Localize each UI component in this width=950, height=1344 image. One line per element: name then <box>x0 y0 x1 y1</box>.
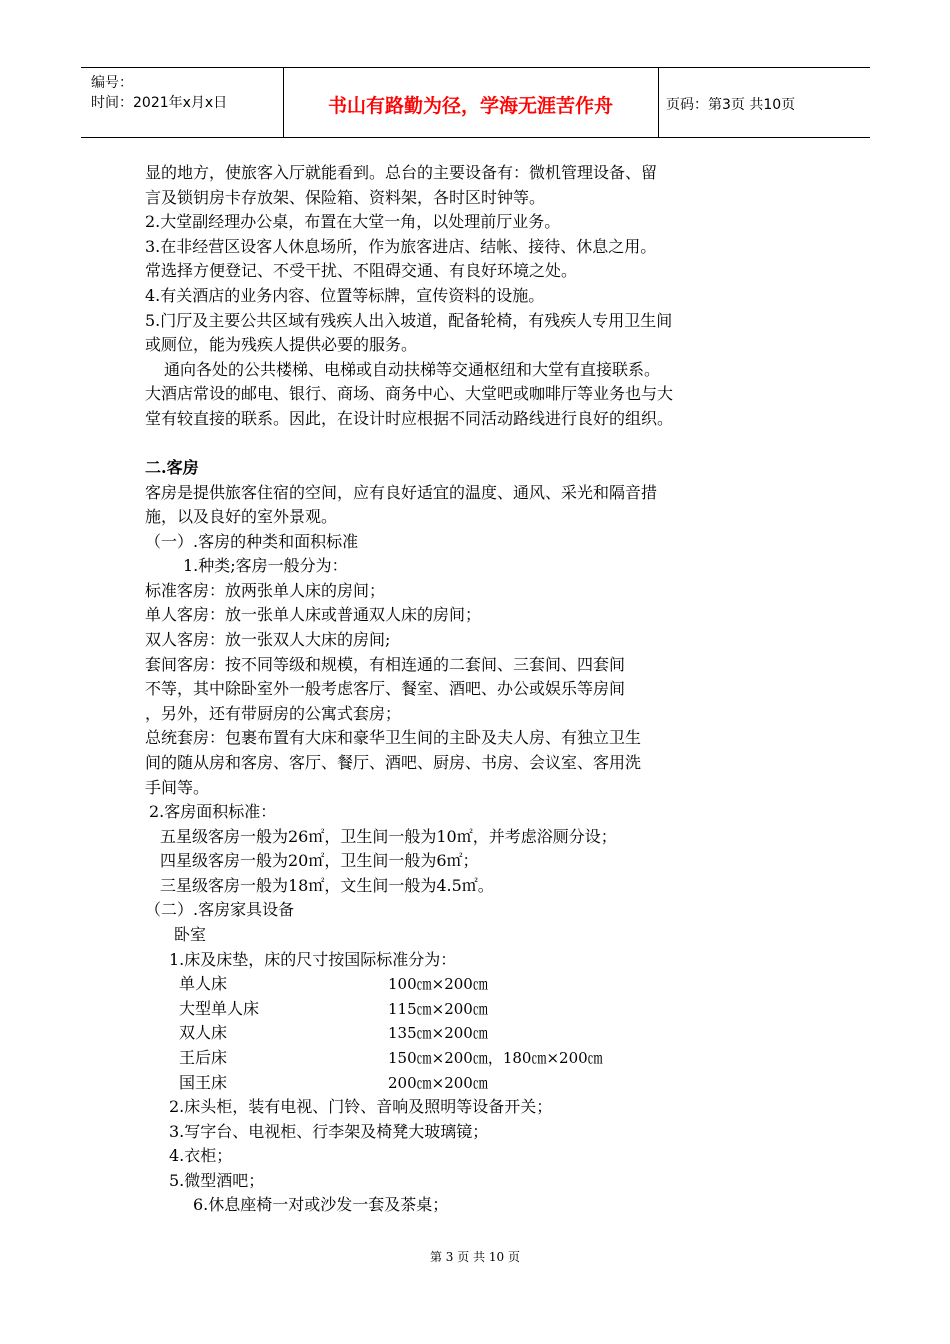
bed-type-size: 100㎝×200㎝ <box>388 975 488 993</box>
body-line: 大酒店常设的邮电、银行、商场、商务中心、大堂吧或咖啡厅等业务也与大 <box>145 384 674 403</box>
body-line: 客房是提供旅客住宿的空间，应有良好适宜的温度、通风、采光和隔音措 <box>145 483 658 502</box>
bed-type-size: 200㎝×200㎝ <box>388 1074 488 1092</box>
body-line: 6.休息座椅一对或沙发一套及茶桌； <box>193 1195 449 1214</box>
bed-type-name: 王后床 <box>179 1048 228 1067</box>
body-line: 单人客房：放一张单人床或普通双人床的房间； <box>145 605 482 624</box>
header-info-cell <box>81 68 284 137</box>
subsection-heading: （二）.客房家具设备 <box>145 900 295 919</box>
body-line: 言及锁钥房卡存放架、保险箱、资料架，各时区时钟等。 <box>145 188 546 207</box>
header-page-cell <box>658 68 870 137</box>
bed-type-name: 国王床 <box>179 1073 228 1092</box>
bed-type-name: 大型单人床 <box>179 999 260 1018</box>
body-line: 通向各处的公共楼梯、电梯或自动扶梯等交通枢纽和大堂有直接联系。 <box>164 360 661 379</box>
page-footer <box>0 1248 950 1265</box>
body-line: ，另外，还有带厨房的公寓式套房； <box>145 704 402 723</box>
header-motto: 书山有路勤为径，学海无涯苦作舟 <box>327 95 613 117</box>
footer-page-word: 第 <box>429 1250 442 1264</box>
body-line: 间的随从房和客房、客厅、餐厅、酒吧、厨房、书房、会议室、客用洗 <box>145 753 642 772</box>
body-line: 1.床及床垫，床的尺寸按国际标准分为： <box>169 950 457 969</box>
body-line: 堂有较直接的联系。因此，在设计时应根据不同活动路线进行良好的组织。 <box>145 409 674 428</box>
body-line: 四星级客房一般为20㎡，卫生间一般为6㎡； <box>160 851 479 870</box>
body-line: 或厕位，能为残疾人提供必要的服务。 <box>145 335 418 354</box>
body-line: 常选择方便登记、不受干扰、不阻碍交通、有良好环境之处。 <box>145 261 578 280</box>
body-line: 手间等。 <box>145 778 210 797</box>
document-time-label: 时间：2021年x月x日 <box>91 95 228 111</box>
body-line: 3.写字台、电视柜、行李架及椅凳大玻璃镜； <box>169 1122 489 1141</box>
bed-type-name: 单人床 <box>179 974 228 993</box>
page-header <box>81 67 870 138</box>
body-line: 1.种类;客房一般分为： <box>183 556 348 575</box>
section-heading: 二.客房 <box>145 458 199 477</box>
header-page-info: 页码：第3页 共10页 <box>666 97 796 113</box>
body-line: 5.微型酒吧； <box>169 1171 265 1190</box>
body-line: 双人客房：放一张双人大床的房间; <box>145 630 391 649</box>
footer-page-number: 3 <box>445 1250 454 1264</box>
header-motto-cell <box>283 68 659 137</box>
body-line: 标准客房：放两张单人床的房间； <box>145 581 386 600</box>
bed-type-name: 双人床 <box>179 1023 228 1042</box>
body-line: 显的地方，使旅客入厅就能看到。总台的主要设备有：微机管理设备、留 <box>145 163 658 182</box>
footer-total-pages: 10 <box>488 1250 505 1264</box>
body-line: 总统套房：包裹布置有大床和豪华卫生间的主卧及夫人房、有独立卫生 <box>145 728 642 747</box>
footer-page-mid: 页 共 <box>457 1250 486 1264</box>
body-line: 2.大堂副经理办公桌，布置在大堂一角，以处理前厅业务。 <box>145 212 561 231</box>
body-line: 卧室 <box>174 925 207 944</box>
document-number-label: 编号： <box>91 75 133 91</box>
body-line: 2.客房面积标准： <box>149 802 277 821</box>
subsection-heading: （一）.客房的种类和面积标准 <box>145 532 359 551</box>
bed-type-size: 135㎝×200㎝ <box>388 1024 488 1042</box>
body-line: 5.门厅及主要公共区域有残疾人出入坡道，配备轮椅，有残疾人专用卫生间 <box>145 311 673 330</box>
body-line: 2.床头柜，装有电视、门铃、音响及照明等设备开关； <box>169 1097 553 1116</box>
body-line: 不等，其中除卧室外一般考虑客厅、餐室、酒吧、办公或娱乐等房间 <box>145 679 626 698</box>
bed-type-size: 150㎝×200㎝，180㎝×200㎝ <box>388 1049 603 1067</box>
body-line: 套间客房：按不同等级和规模，有相连通的二套间、三套间、四套间 <box>145 655 626 674</box>
footer-page-end: 页 <box>508 1250 521 1264</box>
body-line: 三星级客房一般为18㎡，文生间一般为4.5㎡。 <box>160 876 494 895</box>
body-line: 4.衣柜； <box>169 1146 233 1165</box>
body-line: 施，以及良好的室外景观。 <box>145 507 338 526</box>
body-line: 4.有关酒店的业务内容、位置等标牌，宣传资料的设施。 <box>145 286 545 305</box>
body-line: 3.在非经营区设客人休息场所，作为旅客进店、结帐、接待、休息之用。 <box>145 237 657 256</box>
body-line: 五星级客房一般为26㎡，卫生间一般为10㎡，并考虑浴厕分设； <box>160 827 617 846</box>
bed-type-size: 115㎝×200㎝ <box>388 1000 488 1018</box>
